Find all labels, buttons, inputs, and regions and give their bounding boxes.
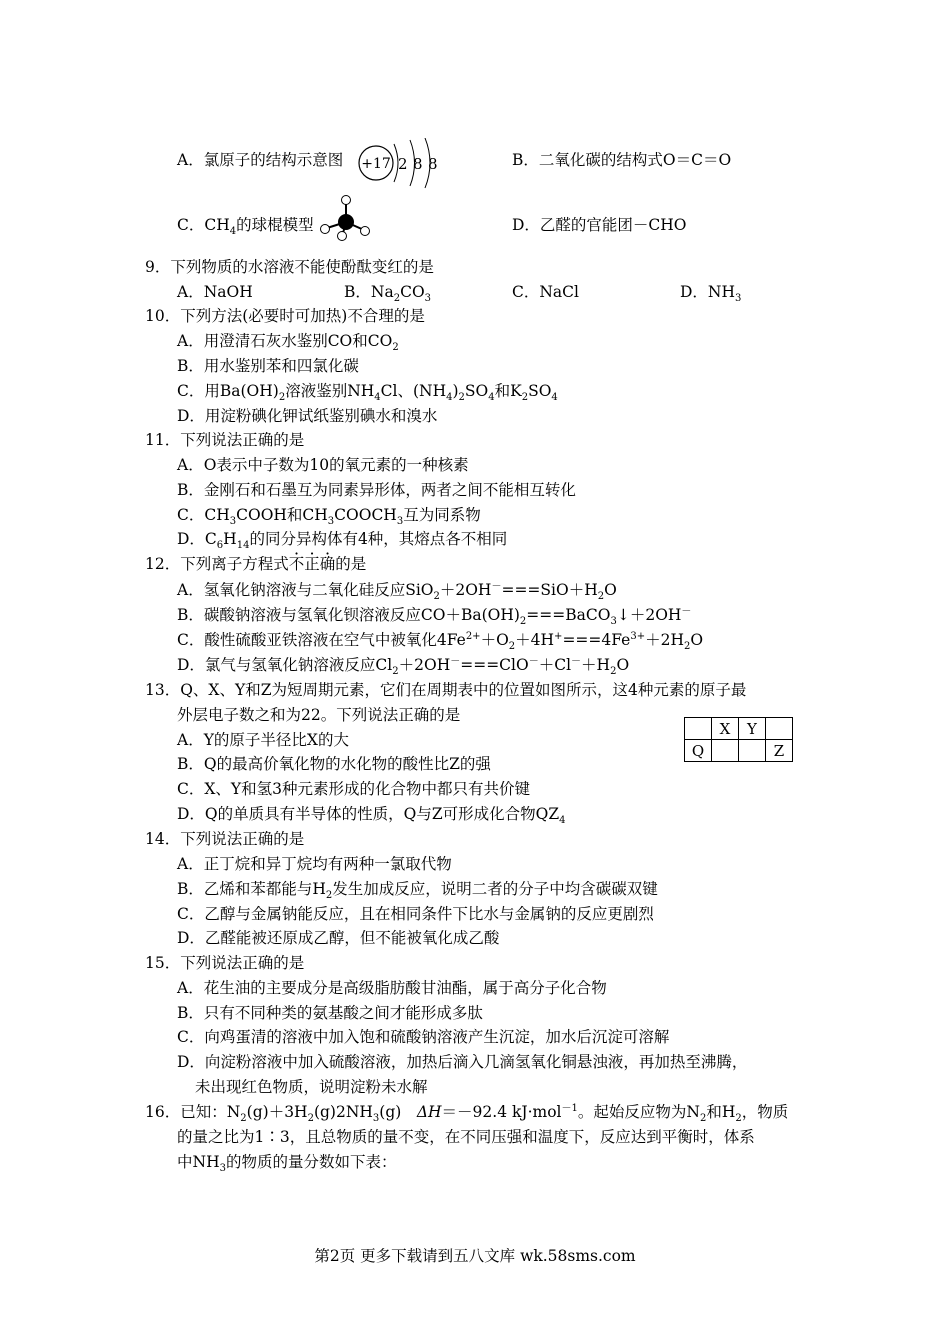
- atom-nucleus-label: +17: [361, 156, 391, 172]
- table-cell: [712, 740, 739, 762]
- table-row: [685, 718, 793, 740]
- q11-option-c: C．$CH_3COOH$和$CH_3COOCH_3$互为同系物: [177, 506, 481, 528]
- q10-option-b: B．用水鉴别苯和四氯化碳: [177, 357, 359, 375]
- q9-stem: 9．下列物质的水溶液不能使酚酞变红的是: [145, 258, 434, 276]
- q15-option-b: B．只有不同种类的氨基酸之间才能形成多肽: [177, 1004, 483, 1022]
- q15-option-a: A．花生油的主要成分是高级脂肪酸甘油酯，属于高分子化合物: [177, 979, 607, 997]
- q15-stem: 15．下列说法正确的是: [145, 954, 305, 972]
- q10-stem: 10．下列方法(必要时可加热)不合理的是: [145, 307, 425, 325]
- q12-option-a: A．氢氧化钠溶液与二氧化硅反应$SiO_2+2OH^-===SiO+H_2O$: [177, 580, 617, 603]
- table-cell: Y: [739, 718, 766, 740]
- q16-line1: 16．已知：$N_2(g)+3H_2(g)2NH_3(g)$ ΔH＝－92.4 kJ·mol$^{-1}$。起始反应物为$N_2$和$H_2$，物质: [145, 1102, 789, 1125]
- q8-option-c: C．$CH_4$的球棍模型: [177, 216, 314, 238]
- periodic-position-table: [684, 717, 793, 762]
- hydrogen-atom-ball: [321, 225, 330, 234]
- q13-stem-line1: 13．Q、X、Y和Z为短周期元素，它们在周期表中的位置如图所示，这4种元素的原子最: [145, 681, 747, 699]
- hydrogen-atom-ball: [342, 196, 351, 205]
- shell-count-1: 2: [398, 155, 408, 173]
- q14-stem: 14．下列说法正确的是: [145, 830, 305, 848]
- q11-option-b: B．金刚石和石墨互为同素异形体，两者之间不能相互转化: [177, 481, 576, 499]
- q13-option-d: D．Q的单质具有半导体的性质，Q与Z可形成化合物$QZ_4$: [177, 805, 566, 827]
- q11-stem: 11．下列说法正确的是: [145, 431, 305, 449]
- q13-stem-line2: 外层电子数之和为22。下列说法正确的是: [177, 706, 461, 724]
- table-cell: X: [712, 718, 739, 740]
- q11-option-a: A．O表示中子数为10的氧元素的一种核素: [177, 456, 469, 474]
- shell-count-2: 8: [413, 155, 423, 173]
- q14-option-c: C．乙醇与金属钠能反应，且在相同条件下比水与金属钠的反应更剧烈: [177, 905, 654, 923]
- q15-option-c: C．向鸡蛋清的溶液中加入饱和硫酸钠溶液产生沉淀，加水后沉淀可溶解: [177, 1028, 670, 1046]
- q8-option-b: B．二氧化碳的结构式O＝C＝O: [512, 151, 732, 169]
- q9-option-b: B．$Na_2CO_3$: [344, 283, 432, 305]
- methane-ball-stick-model: [318, 195, 372, 241]
- chlorine-atom-diagram: [356, 138, 446, 192]
- q10-option-a: A．用澄清石灰水鉴别CO和$CO_2$: [177, 332, 399, 354]
- table-cell: [766, 718, 793, 740]
- page-footer: 第2页 更多下载请到五八文库 wk.58sms.com: [314, 1247, 636, 1265]
- q16-line3: 中$NH_3$的物质的量分数如下表：: [177, 1153, 397, 1175]
- q12-stem: 12．下列离子方程式不正确的是: [145, 555, 367, 573]
- table-cell: [739, 740, 766, 762]
- q15-option-d-line2: 未出现红色物质，说明淀粉未水解: [195, 1078, 428, 1096]
- q14-option-a: A．正丁烷和异丁烷均有两种一氯取代物: [177, 855, 452, 873]
- carbon-atom-ball: [338, 214, 354, 230]
- hydrogen-atom-ball: [361, 227, 370, 236]
- q12-option-c: C．酸性硫酸亚铁溶液在空气中被氧化$4Fe^{2+}+O_2+4H^+===4Fe^{3+}+2H_2O$: [177, 630, 704, 653]
- table-cell: [685, 718, 712, 740]
- hydrogen-atom-ball: [338, 232, 347, 241]
- q8-option-a-label: A．氯原子的结构示意图: [177, 151, 344, 169]
- q10-option-c: C．用$Ba(OH)_2$溶液鉴别$NH_4Cl$、$(NH_4)_2SO_4$和$K_2SO_4$: [177, 382, 558, 404]
- q12-option-b: B．碳酸钠溶液与氢氧化钡溶液反应$CO+Ba(OH)_2===BaCO_3↓+2OH^-$: [177, 605, 692, 628]
- q11-option-d: D．$C_6H_{14}$的同分异构体有4种，其熔点各不相同: [177, 530, 508, 552]
- q9-option-d: D．$NH_3$: [680, 283, 742, 305]
- table-cell: Z: [766, 740, 793, 762]
- q13-option-c: C．X、Y和氢3种元素形成的化合物中都只有共价键: [177, 780, 530, 798]
- q12-option-d: D．氯气与氢氧化钠溶液反应$Cl_2+2OH^-===ClO^-+Cl^-+H_2O$: [177, 655, 630, 678]
- q13-option-b: B．Q的最高价氧化物的水化物的酸性比Z的强: [177, 755, 491, 773]
- q13-option-a: A．Y的原子半径比X的大: [177, 731, 349, 749]
- q9-option-a: A．NaOH: [177, 283, 253, 301]
- shell-count-3: 8: [428, 155, 438, 173]
- q10-option-d: D．用淀粉碘化钾试纸鉴别碘水和溴水: [177, 407, 438, 425]
- q8-option-d: D．乙醛的官能团－CHO: [512, 216, 687, 234]
- q14-option-d: D．乙醛能被还原成乙醇，但不能被氧化成乙酸: [177, 929, 500, 947]
- q16-line2: 的量之比为1∶3，且总物质的量不变，在不同压强和温度下，反应达到平衡时，体系: [177, 1128, 755, 1146]
- q9-option-c: C．NaCl: [512, 283, 579, 301]
- q15-option-d-line1: D．向淀粉溶液中加入硫酸溶液，加热后滴入几滴氢氧化铜悬浊液，再加热至沸腾，: [177, 1053, 748, 1071]
- q14-option-b: B．乙烯和苯都能与$H_2$发生加成反应，说明二者的分子中均含碳碳双键: [177, 880, 658, 902]
- table-cell: Q: [685, 740, 712, 762]
- table-row: [685, 740, 793, 762]
